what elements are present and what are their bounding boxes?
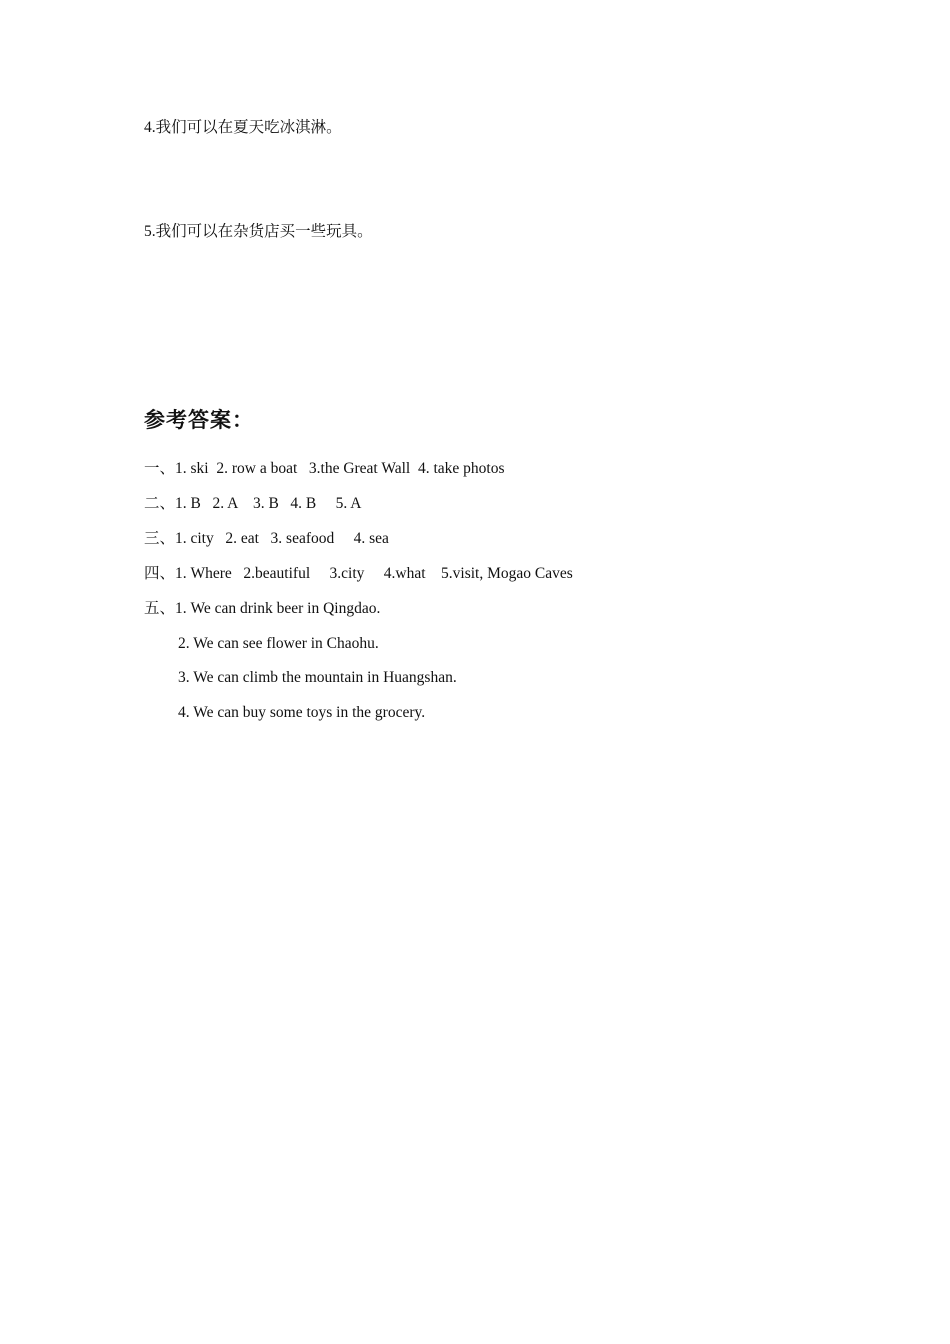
answer-part-5-item-2: 2. We can see flower in Chaohu. [178,635,379,652]
answer-part-3: 三、1. city 2. eat 3. seafood 4. sea [144,530,389,547]
answer-part-5-item-4: 4. We can buy some toys in the grocery. [178,704,426,721]
question-5-text: 5.我们可以在杂货店买一些玩具。 [144,223,373,240]
answer-part-5-item-1: 五、1. We can drink beer in Qingdao. [144,600,381,617]
answer-part-4: 四、1. Where 2.beautiful 3.city 4.what 5.visit, Mogao Caves [144,565,573,582]
question-4-text: 4.我们可以在夏天吃冰淇淋。 [144,119,342,136]
answer-part-5-item-3: 3. We can climb the mountain in Huangshan. [178,669,457,686]
answer-key-heading: 参考答案： [144,408,254,432]
answer-part-1: 一、1. ski 2. row a boat 3.the Great Wall 4. take photos [144,460,505,477]
answer-part-2: 二、1. B 2. A 3. B 4. B 5. A [144,495,362,512]
